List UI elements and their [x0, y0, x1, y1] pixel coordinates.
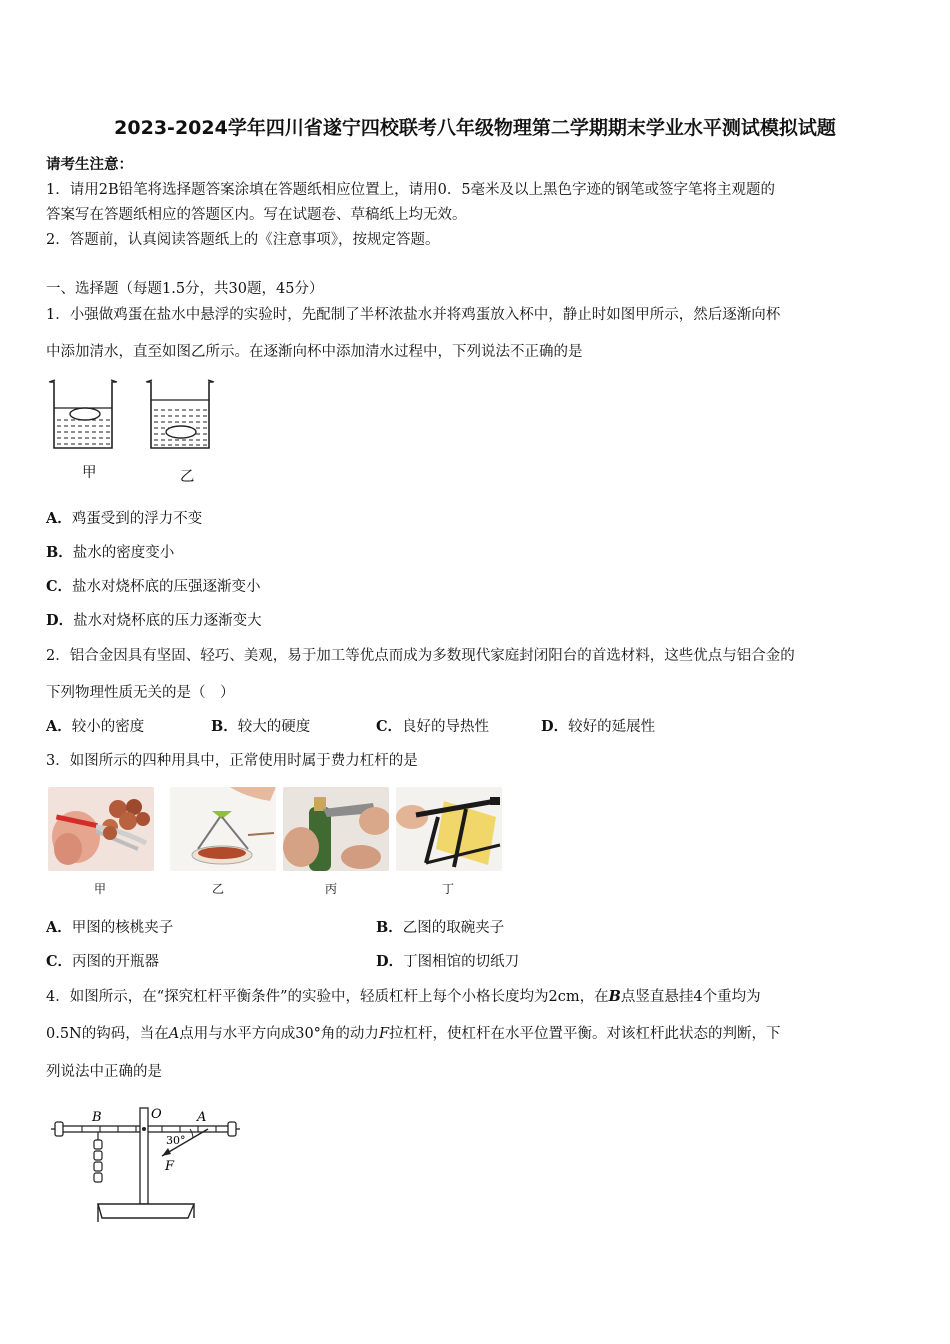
fig-label-yi: 乙: [180, 469, 195, 485]
q2-option-b[interactable]: B．较大的硬度: [211, 718, 311, 735]
q3-photo-bowl-tongs: [170, 787, 276, 871]
q3-label-jia: 甲: [94, 882, 107, 896]
beaker-yi: [146, 380, 214, 448]
label-angle: 30°: [166, 1134, 186, 1147]
label-f: F: [165, 1159, 175, 1174]
label-o: O: [151, 1107, 162, 1122]
q3-option-c[interactable]: C．丙图的开瓶器: [46, 953, 160, 970]
q3-photo-walnut-cracker: [48, 787, 154, 871]
notice-line-1b: 答案写在答题纸相应的答题区内。写在试题卷、草稿纸上均无效。: [46, 207, 467, 223]
q3-label-yi: 乙: [212, 882, 225, 896]
egg-yi: [166, 426, 196, 438]
q1-stem-line-2: 中添加清水，直至如图乙所示。在逐渐向杯中添加清水过程中，下列说法不正确的是: [46, 344, 583, 360]
q1-stem-line-1: 1．小强做鸡蛋在盐水中悬浮的实验时，先配制了半杯浓盐水并将鸡蛋放入杯中，静止时如图甲所示，然后逐渐向杯: [46, 307, 781, 323]
notice-heading: 请考生注意：: [46, 156, 133, 173]
egg-jia: [70, 408, 100, 420]
q2-option-c[interactable]: C．良好的导热性: [376, 718, 490, 735]
q3-photo-paper-cutter: [396, 787, 502, 871]
q2-option-a[interactable]: A．较小的密度: [46, 718, 145, 735]
q2-stem-line-2: 下列物理性质无关的是（ ）: [46, 685, 235, 701]
label-b: B: [92, 1110, 102, 1125]
q2-option-d[interactable]: D．较好的延展性: [541, 718, 656, 735]
notice-line-1: 1．请用2B铅笔将选择题答案涂填在答题纸相应位置上，请用0．5毫米及以上黑色字迹的钢笔或签字笔将主观题的: [46, 182, 776, 198]
q2-stem-line-1: 2．铝合金因具有坚固、轻巧、美观，易于加工等优点而成为多数现代家庭封闭阳台的首选材料，这些优点与铝合金的: [46, 648, 795, 664]
q4-stem-line-1: 4．如图所示，在“探究杠杆平衡条件”的实验中，轻质杠杆上每个小格长度均为2cm，在B点竖直悬挂4个重均为: [46, 988, 761, 1005]
q3-label-ding: 丁: [442, 882, 455, 896]
q1-option-a[interactable]: A．鸡蛋受到的浮力不变: [46, 510, 203, 527]
q1-option-b[interactable]: B．盐水的密度变小: [46, 544, 175, 561]
beaker-jia: [49, 380, 117, 448]
section-heading: 一、选择题（每题1.5分，共30题，45分）: [46, 281, 324, 297]
page-title: 2023-2024学年四川省遂宁四校联考八年级物理第二学期期末学业水平测试模拟试题: [114, 117, 836, 139]
q3-option-b[interactable]: B．乙图的取碗夹子: [376, 919, 505, 936]
q4-stem-line-3: 列说法中正确的是: [46, 1064, 162, 1080]
q1-beaker-figure: [44, 376, 224, 486]
notice-line-2: 2．答题前，认真阅读答题纸上的《注意事项》，按规定答题。: [46, 232, 440, 248]
label-a: A: [197, 1110, 207, 1125]
hanging-weights: [94, 1140, 102, 1182]
q3-label-bing: 丙: [325, 882, 338, 896]
q3-stem-line-1: 3．如图所示的四种用具中，正常使用时属于费力杠杆的是: [46, 753, 418, 769]
lever-stand: [140, 1108, 148, 1204]
q4-lever-figure: [50, 1102, 250, 1232]
q4-stem-line-2: 0.5N的钩码，当在A点用与水平方向成30°角的动力F拉杠杆，使杠杆在水平位置平衡。对该杠杆此状态的判断，下: [46, 1026, 781, 1042]
q3-option-d[interactable]: D．丁图相馆的切纸刀: [376, 953, 520, 970]
fig-label-jia: 甲: [82, 465, 97, 481]
q1-option-d[interactable]: D．盐水对烧杯底的压力逐渐变大: [46, 612, 262, 629]
q3-photo-bottle-opener: [283, 787, 389, 871]
q1-option-c[interactable]: C．盐水对烧杯底的压强逐渐变小: [46, 578, 261, 595]
q3-option-a[interactable]: A．甲图的核桃夹子: [46, 919, 174, 936]
